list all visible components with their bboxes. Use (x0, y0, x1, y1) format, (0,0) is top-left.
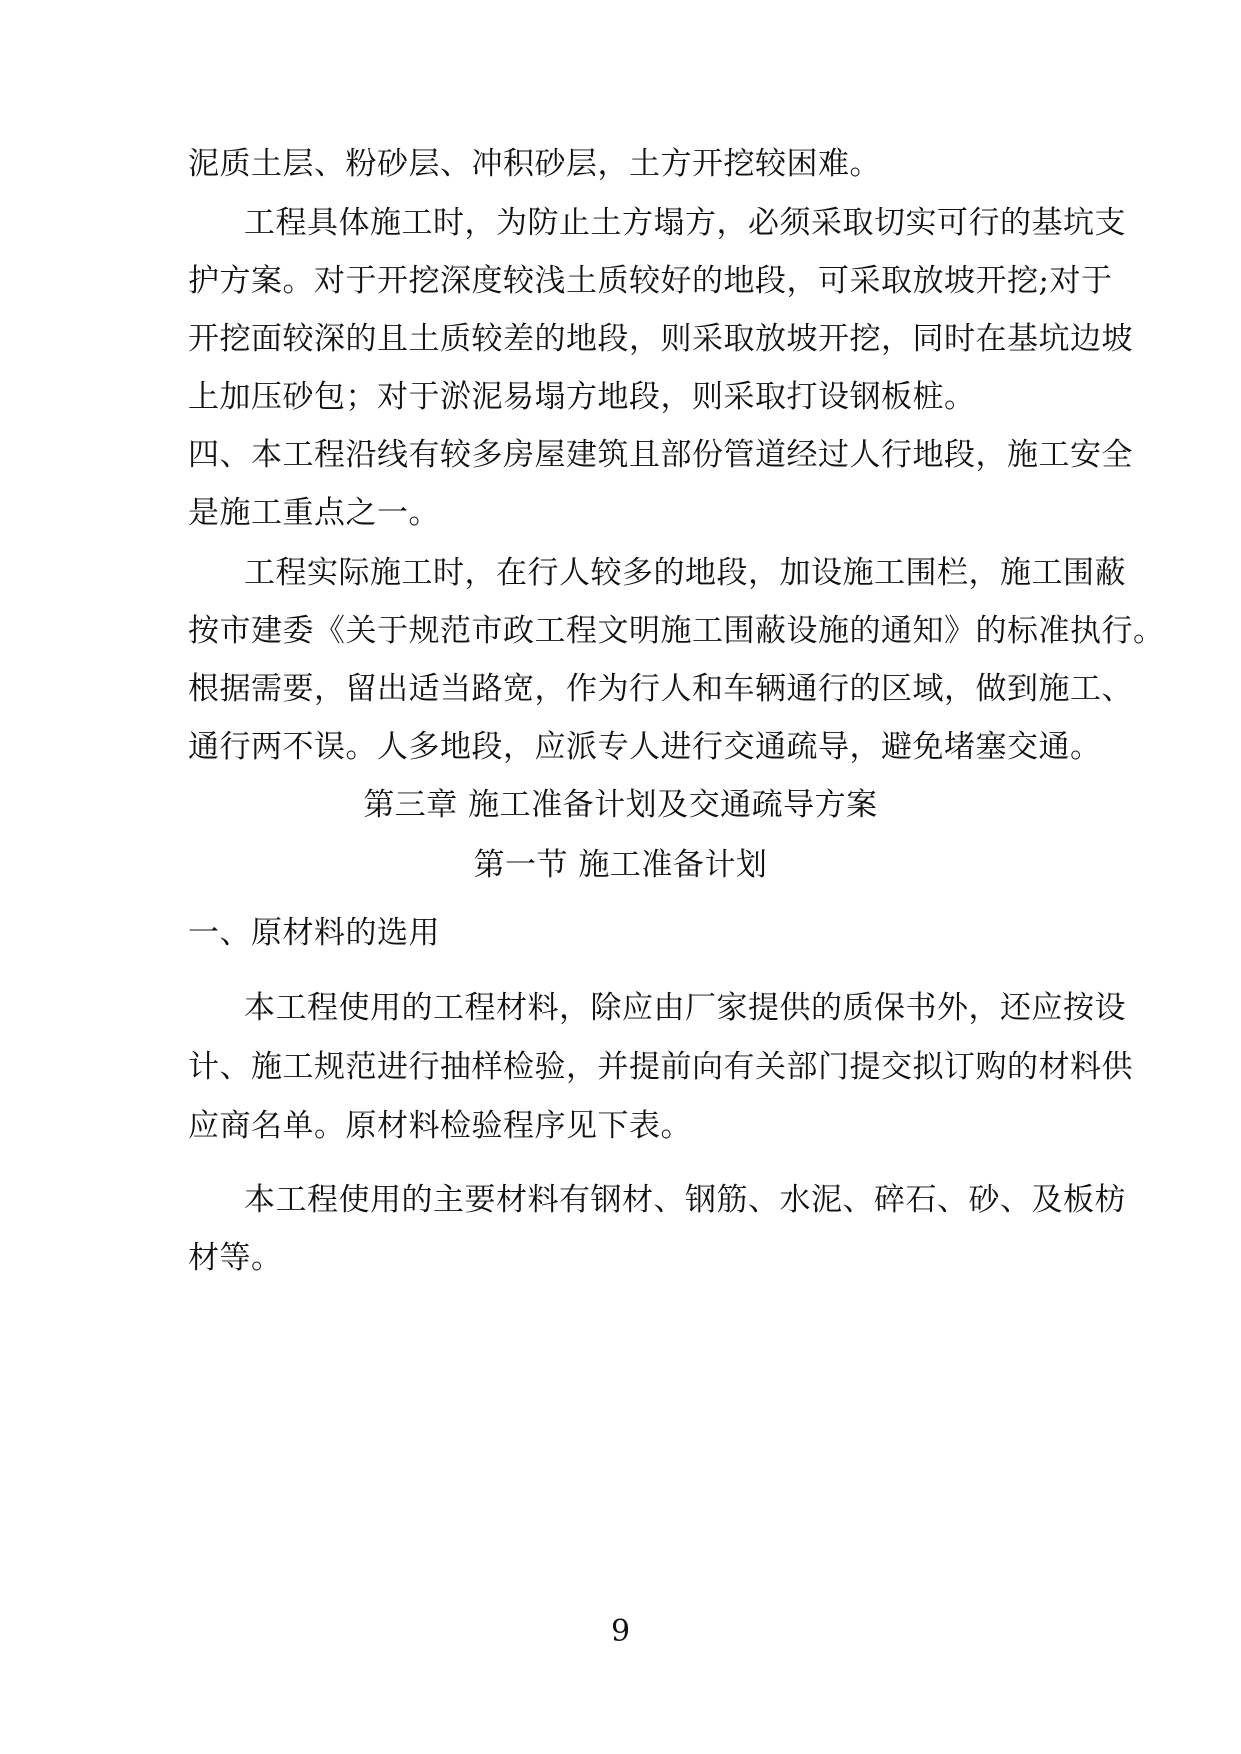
body-text-line: 本工程使用的主要材料有钢材、钢筋、水泥、碎石、砂、及板枋 (244, 1182, 1126, 1218)
body-text-line: 通行两不误。人多地段，应派专人进行交通疏导，避免堵塞交通。 (188, 729, 1102, 765)
body-text-line: 护方案。对于开挖深度较浅土质较好的地段，可采取放坡开挖;对于 (188, 263, 1113, 299)
body-text-line: 根据需要，留出适当路宽，作为行人和车辆通行的区域，做到施工、 (188, 671, 1133, 707)
section-title: 第一节 施工准备计划 (473, 847, 768, 883)
body-text-line: 本工程使用的工程材料，除应由厂家提供的质保书外，还应按设 (244, 990, 1126, 1026)
body-text-line: 开挖面较深的且土质较差的地段，则采取放坡开挖，同时在基坑边坡 (188, 321, 1133, 357)
section-heading-line: 四、本工程沿线有较多房屋建筑且部份管道经过人行地段，施工安全 (188, 437, 1133, 473)
body-text-line: 计、施工规范进行抽样检验，并提前向有关部门提交拟订购的材料供 (188, 1049, 1133, 1085)
body-text-line: 工程具体施工时，为防止土方塌方，必须采取切实可行的基坑支 (244, 205, 1126, 241)
page-number: 9 (610, 1614, 631, 1649)
body-text-line: 按市建委《关于规范市政工程文明施工围蔽设施的通知》的标准执行。 (188, 613, 1165, 649)
body-text-line: 上加压砂包；对于淤泥易塌方地段，则采取打设钢板桩。 (188, 379, 976, 415)
chapter-title: 第三章 施工准备计划及交通疏导方案 (363, 787, 878, 823)
body-text-line: 泥质土层、粉砂层、冲积砂层，土方开挖较困难。 (188, 146, 881, 182)
subsection-heading: 一、原材料的选用 (188, 915, 440, 951)
body-text-line: 材等。 (188, 1240, 283, 1276)
body-text-line: 应商名单。原材料检验程序见下表。 (188, 1108, 692, 1144)
body-text-line: 工程实际施工时，在行人较多的地段，加设施工围栏，施工围蔽 (244, 555, 1126, 591)
section-heading-line: 是施工重点之一。 (188, 495, 440, 531)
